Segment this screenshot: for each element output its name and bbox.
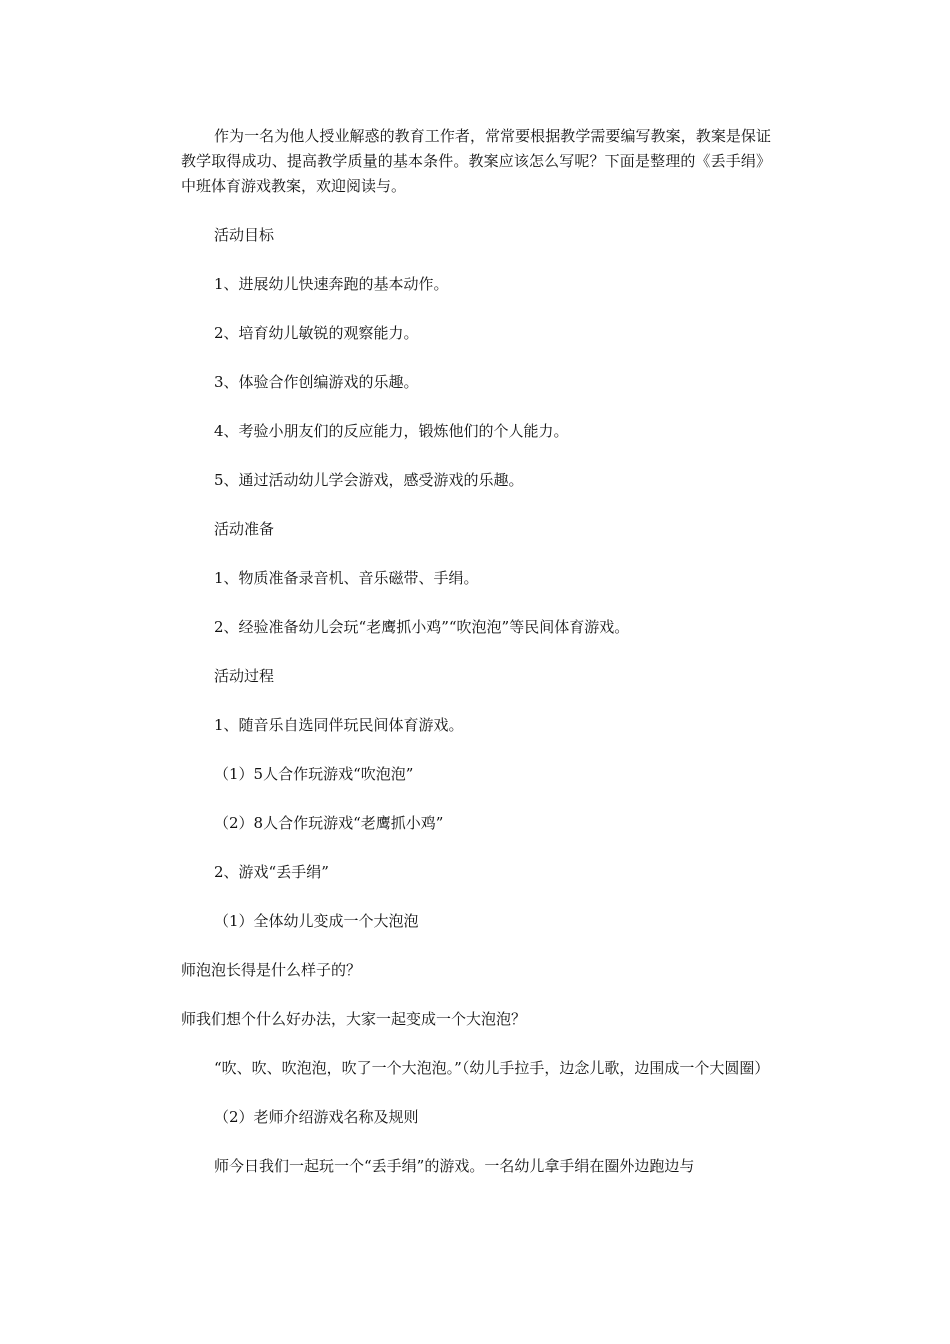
section-heading-goals: 活动目标 <box>214 226 275 244</box>
chant-paragraph: “吹、吹、吹泡泡，吹了一个大泡泡。”（幼儿手拉手，边念儿歌，边围成一个大圆圈） <box>214 1059 770 1077</box>
goal-item-1: 1、进展幼儿快速奔跑的基本动作。 <box>214 275 449 293</box>
process-step-1: 1、随音乐自选同伴玩民间体育游戏。 <box>214 716 464 734</box>
intro-paragraph: 作为一名为他人授业解惑的教育工作者，常常要根据教学需要编写教案，教案是保证教学取得成功、提高教学质量的基本条件。教案应该怎么写呢？下面是整理的《丢手绢》中班体育游戏教案，欢迎阅读与。 <box>181 127 771 195</box>
teacher-line-1: 师泡泡长得是什么样子的？ <box>181 961 362 979</box>
teacher-line-2: 师我们想个什么好办法，大家一起变成一个大泡泡？ <box>181 1010 527 1028</box>
preparation-item-1: 1、物质准备录音机、音乐磁带、手绢。 <box>214 569 479 587</box>
section-heading-preparation: 活动准备 <box>214 520 275 538</box>
document-body <box>181 124 771 1203</box>
preparation-item-2: 2、经验准备幼儿会玩“老鹰抓小鸡”“吹泡泡”等民间体育游戏。 <box>214 618 630 636</box>
goal-item-5: 5、通过活动幼儿学会游戏，感受游戏的乐趣。 <box>214 471 524 489</box>
process-substep-2-1: （1）全体幼儿变成一个大泡泡 <box>214 912 419 930</box>
goal-item-2: 2、培育幼儿敏锐的观察能力。 <box>214 324 419 342</box>
process-substep-1-1: （1）5人合作玩游戏“吹泡泡” <box>214 765 414 783</box>
teacher-rules-paragraph: 师今日我们一起玩一个“丢手绢”的游戏。一名幼儿拿手绢在圈外边跑边与 <box>214 1157 695 1175</box>
section-heading-process: 活动过程 <box>214 667 275 685</box>
goal-item-3: 3、体验合作创编游戏的乐趣。 <box>214 373 419 391</box>
process-substep-2-2: （2）老师介绍游戏名称及规则 <box>214 1108 419 1126</box>
process-step-2: 2、游戏“丢手绢” <box>214 863 329 881</box>
process-substep-1-2: （2）8人合作玩游戏“老鹰抓小鸡” <box>214 814 444 832</box>
goal-item-4: 4、考验小朋友们的反应能力，锻炼他们的个人能力。 <box>214 422 569 440</box>
